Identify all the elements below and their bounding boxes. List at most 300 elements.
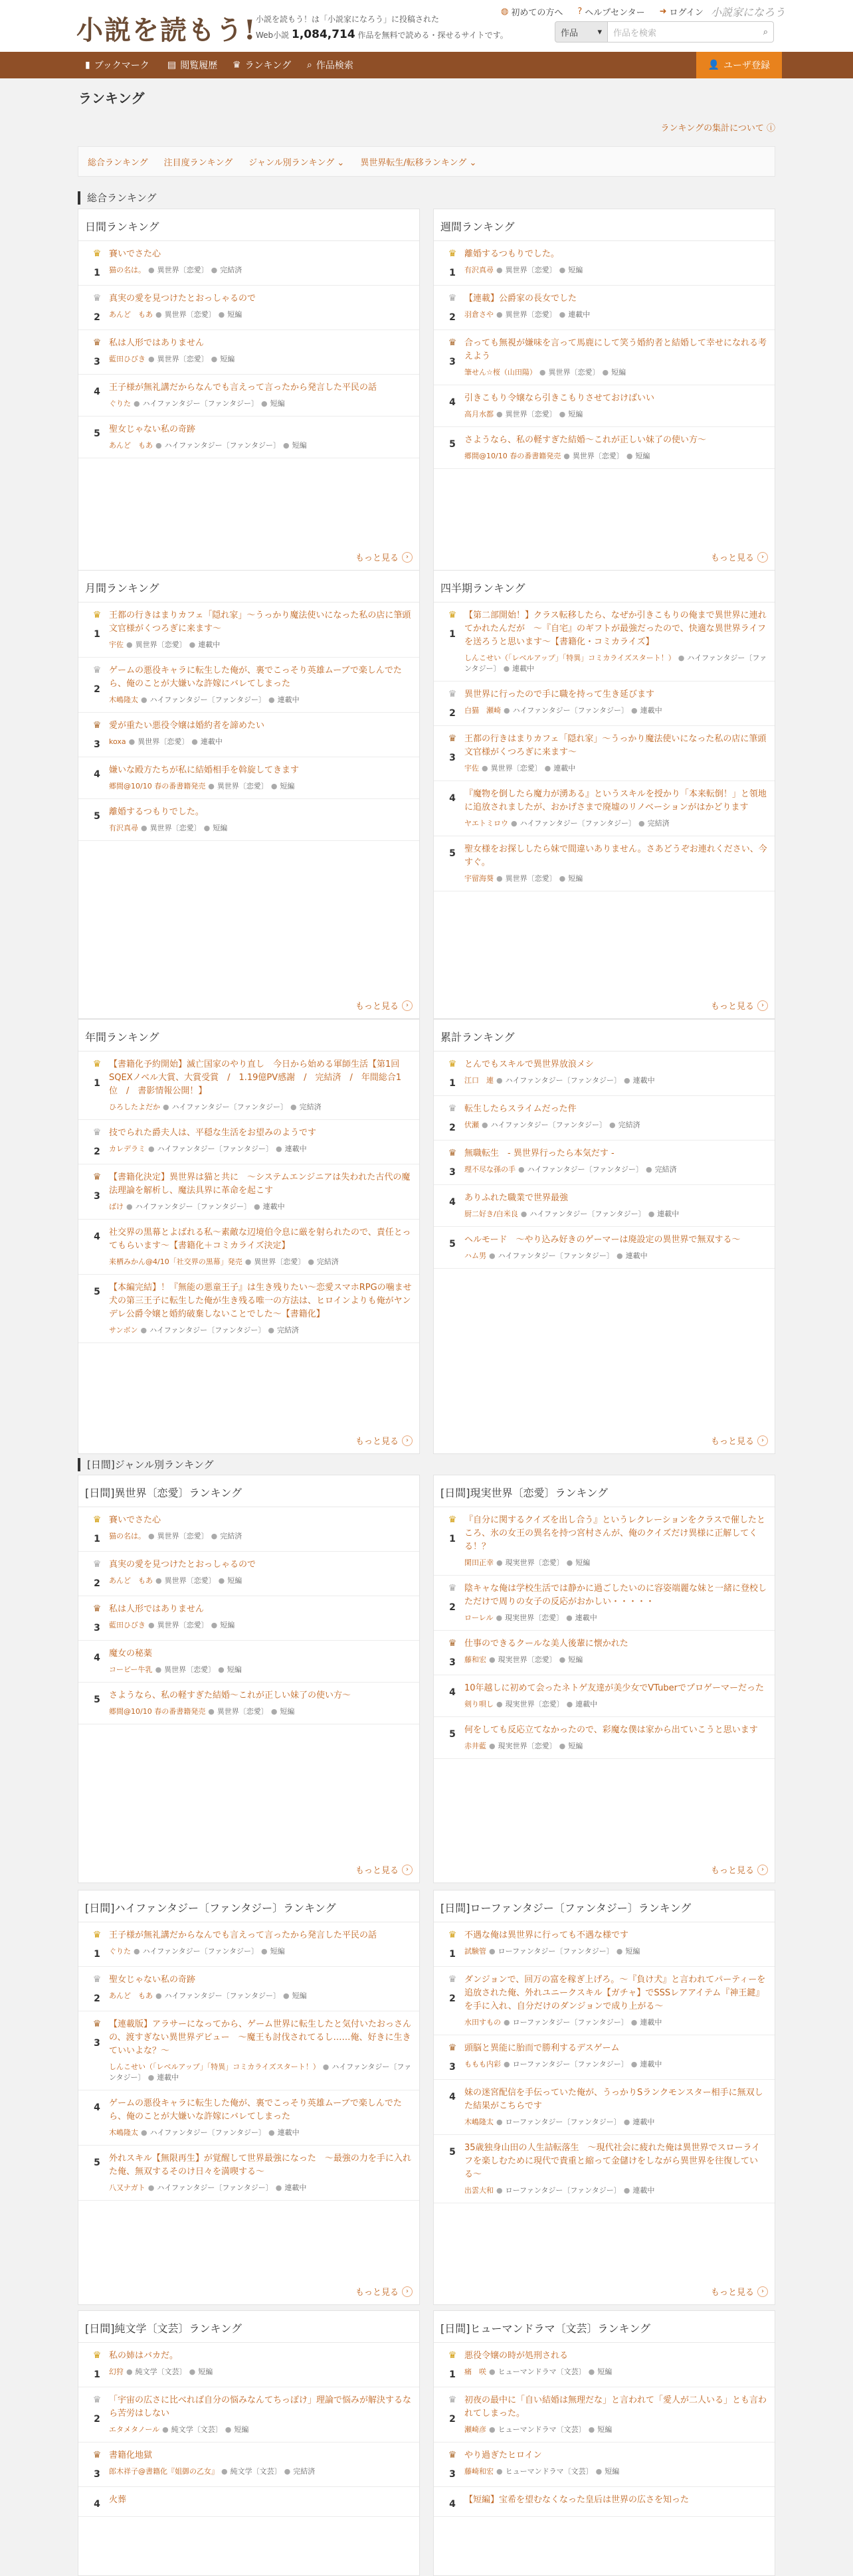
work-title-link[interactable]: ありふれた職業で世界最強: [464, 1193, 569, 1203]
bullet-icon: ●: [566, 1613, 573, 1622]
work-title-link[interactable]: 火葬: [109, 2495, 127, 2505]
genre-label: ハイファンタジー〔ファンタジー〕: [529, 1210, 646, 1218]
rank-number: 5: [449, 2147, 456, 2158]
rank-number: 4: [94, 2499, 100, 2510]
author-link[interactable]: 郷間@10/10 春の番書籍発売: [109, 782, 206, 790]
work-title-link[interactable]: 技でられた爵夫人は、平穏な生活をお望みのようです: [109, 1128, 317, 1138]
rank-number: 3: [449, 1657, 456, 1668]
rank-number: 5: [449, 848, 456, 859]
tab-isekai[interactable]: 異世界転生/転移ランキング ⌄: [360, 157, 477, 168]
ranking-entry: [78, 602, 419, 658]
work-meta: [109, 1665, 413, 1675]
login-icon: ➜: [659, 7, 667, 17]
work-title-link[interactable]: ゲームの悪役キャラに転生した俺が、裏でこっそり英雄ムーブで楽しんでたら、俺のことが大嫌いな許嫁にバレてしまった: [109, 666, 402, 689]
work-title-link[interactable]: 真実の愛を見つけたとおっしゃるので: [109, 294, 256, 304]
crown-icon: ♛: [92, 1127, 102, 1138]
bullet-icon: ●: [559, 310, 566, 319]
work-meta: [109, 1257, 413, 1267]
crown-icon: ♛: [92, 720, 102, 731]
work-title-link[interactable]: 外れスキル【無限再生】が覚醒して世界最強になった 〜最強の力を手に入れた俺、無双するそのけ日々を満喫する〜: [109, 2154, 411, 2177]
work-title-link[interactable]: 【第二部開始！】クラス転移したら、なぜか引きこもりの俺まで異世界に連れてかれたんだが 〜『自宅』のギフトが最強だったので、快適な異世界ライフを送ろうと思います〜【書籍化・コミカライズ】: [464, 610, 767, 647]
crown-icon: ♛: [448, 733, 457, 744]
work-title-link[interactable]: 【連載】公爵家の長女でした: [464, 294, 577, 304]
author-link[interactable]: 藍田ひびき: [109, 1621, 145, 1629]
narou-link[interactable]: 小説家になろう: [711, 6, 786, 19]
rank-number: 4: [94, 387, 100, 397]
author-link[interactable]: ハム男: [464, 1251, 486, 1260]
more-label: もっと見る: [355, 1437, 399, 1447]
bullet-icon: ●: [148, 355, 155, 363]
work-title-link[interactable]: 何をしても反応立てなかったので、彩魔な僕は家から出ていこうと思います: [464, 1725, 758, 1735]
status-label: 完結済: [654, 1165, 677, 1174]
genre-label: ハイファンタジー〔ファンタジー〕: [149, 1326, 266, 1334]
work-title-link[interactable]: 賽いでさた心: [109, 249, 161, 259]
author-link[interactable]: ばけ: [109, 1202, 124, 1211]
work-title-link[interactable]: 異世界に行ったので手に職を持って生き延びます: [464, 690, 655, 699]
status-label: 短編: [227, 310, 242, 319]
ranking-box: [433, 1890, 775, 2305]
work-meta: [109, 354, 413, 365]
work-title-link[interactable]: 陰キャな俺は学校生活では静かに過ごしたいのに容姿端麗な妹と一緒に登校しただけで周りの女子の反応がおかしい・・・・・: [464, 1584, 767, 1607]
work-title-link[interactable]: 無職転生 - 異世界行ったら本気だす -: [464, 1149, 615, 1158]
author-link[interactable]: 猫の名は。: [109, 266, 145, 274]
bullet-icon: ●: [189, 640, 196, 649]
search-icon[interactable]: ⌕: [763, 27, 768, 37]
bullet-icon: ●: [489, 2367, 496, 2376]
bullet-icon: ●: [588, 2367, 595, 2376]
work-title-link[interactable]: 【書籍化決定】異世界は猫と共に 〜システムエンジニアは失われた古代の魔法理論を解析し、魔法具界に革命を起こす: [109, 1172, 411, 1196]
work-title-link[interactable]: 王都の行きはまりカフェ「隠れ家」〜うっかり魔法使いになった私の店に筆頭文官様がくつろぎに来ます〜: [109, 610, 411, 634]
bullet-icon: ●: [126, 640, 133, 649]
work-title-link[interactable]: 真実の愛を見つけたとおっしゃるので: [109, 1560, 256, 1570]
nav-history[interactable]: ▤ 閲覧履歴: [167, 60, 218, 71]
rank-badge: [440, 1637, 464, 1668]
bullet-icon: ●: [496, 2467, 503, 2476]
author-link[interactable]: 来栖みかん@4/10「社交界の黒幕」発売: [109, 1257, 242, 1266]
bullet-icon: ●: [275, 1145, 282, 1153]
rank-number: 2: [449, 708, 456, 719]
rank-badge: [440, 1929, 464, 1960]
work-title-link[interactable]: 書籍化地獄: [109, 2450, 153, 2460]
author-link[interactable]: 藍田ひびき: [109, 355, 145, 363]
bullet-icon: ●: [496, 310, 503, 319]
history-icon: ▤: [167, 60, 177, 70]
ranking-entry: [78, 416, 419, 458]
author-link[interactable]: 八又ナガト: [109, 2183, 145, 2192]
more-link[interactable]: [711, 1434, 768, 1447]
bullet-icon: ●: [559, 1742, 566, 1750]
rank-number: 3: [94, 2469, 100, 2480]
author-link[interactable]: あんど もあ: [109, 310, 153, 319]
rank-badge: [440, 292, 464, 323]
author-link[interactable]: ぐりた: [109, 1947, 131, 1956]
work-title-link[interactable]: 引きこもり令嬢なら引きこもりさせておけばいい: [464, 393, 655, 403]
work-title-link[interactable]: 嫌いな殿方たちが私に結婚相手を斡旋してきます: [109, 765, 300, 775]
work-title-link[interactable]: 【本編完結】！『無能の悪童王子』は生き残りたい〜恋愛スマホRPGの噛ませ犬の第三王子に転生した俺が生き残る唯一の方法は、ヒロインよりも俺がヤンデレ公爵令嬢と婚約破棄しないことでした〜【書籍化】: [109, 1283, 412, 1319]
rank-badge: [440, 1682, 464, 1710]
ranking-entry: [78, 1552, 419, 1596]
work-meta: [464, 2117, 768, 2128]
rank-badge: [85, 2018, 109, 2083]
author-link[interactable]: 伏瀬: [464, 1121, 479, 1129]
bullet-icon: ●: [284, 2467, 291, 2476]
work-meta: [109, 265, 413, 276]
ranking-tabs: [78, 146, 775, 177]
bullet-icon: ●: [489, 1947, 496, 1956]
status-label: 完結済: [299, 1103, 322, 1111]
work-title-link[interactable]: 私は人形ではありません: [109, 1604, 205, 1614]
crown-icon: ♛: [92, 1059, 102, 1069]
bullet-icon: ●: [147, 2183, 155, 2192]
ranking-box-title: 月間ランキング: [78, 571, 419, 602]
header-links: [501, 5, 704, 18]
nav-ranking[interactable]: ♛ ランキング: [233, 60, 292, 71]
status-label: 短編: [220, 355, 235, 363]
work-title-link[interactable]: 仕事のできるクールな美人後輩に懐かれた: [464, 1639, 628, 1649]
ranking-box: [78, 1890, 420, 2305]
ranking-entry: [434, 1675, 775, 1717]
section-genre: [日間]ジャンル別ランキング: [78, 1458, 214, 1471]
work-title-link[interactable]: さようなら、私の軽すぎた結婚〜これが正しい妹了の使い方〜: [464, 435, 707, 445]
bullet-icon: ●: [602, 368, 609, 377]
crown-icon: ♛: [92, 2450, 102, 2460]
more-link[interactable]: [711, 551, 768, 563]
bullet-icon: ●: [208, 782, 215, 790]
genre-label: ローファンタジー〔ファンタジー〕: [512, 2060, 628, 2069]
crown-icon: ♛: [92, 1172, 102, 1182]
genre-label: ハイファンタジー〔ファンタジー〕: [149, 2128, 266, 2137]
work-title-link[interactable]: 聖女じゃない私の奇跡: [109, 1975, 196, 1985]
work-meta: [109, 2425, 413, 2435]
work-title-link[interactable]: 【書籍化予約開始】滅亡国家のやり直し 今日から始める軍師生活【第1回SQEXノベル大賞、大賞受賞 / 1.19億PV感謝 / 完結済 / 年間総合1位 / 書影情報公開！】: [109, 1059, 402, 1096]
rank-badge: [440, 2042, 464, 2072]
work-title-link[interactable]: 不遇な俺は異世界に行っても不遇な様です: [464, 1930, 629, 1940]
author-link[interactable]: 猫の名は。: [109, 1532, 145, 1540]
work-title-link[interactable]: とんでもスキルで異世界放浪メシ: [464, 1059, 594, 1069]
author-link[interactable]: 郷間@10/10 春の番書籍発売: [464, 452, 561, 460]
author-link[interactable]: 宇留海葵: [464, 874, 494, 883]
genre-label: ハイファンタジー〔ファンタジー〕: [135, 1202, 251, 1211]
bullet-icon: ●: [559, 410, 566, 418]
bullet-icon: ●: [504, 2018, 510, 2027]
crown-icon: ♛: [448, 337, 457, 348]
work-title-link[interactable]: やり過ぎたヒロイン: [464, 2450, 542, 2460]
rank-badge: [440, 1974, 464, 2028]
author-link[interactable]: エタメタノール: [109, 2425, 160, 2434]
genre-label: ハイファンタジー〔ファンタジー〕: [171, 1103, 288, 1111]
author-link[interactable]: 赤井藍: [464, 1742, 486, 1750]
author-link[interactable]: ひろしたよだか: [109, 1103, 160, 1111]
genre-label: ハイファンタジー〔ファンタジー〕: [498, 1251, 614, 1260]
author-link[interactable]: 白猫 瀬崎: [464, 706, 501, 715]
work-title-link[interactable]: 35歳独身山田の人生詰転落生 〜現代社会に疲れた俺は異世界でスローライフを楽しむために現代で貴重と縮って金儲けをしながら異世界を往復している〜: [464, 2143, 761, 2179]
author-link[interactable]: ももも内彩: [464, 2060, 501, 2069]
work-title-link[interactable]: 離婚するつもりでした。: [109, 807, 204, 817]
genre-label: ハイファンタジー〔ファンタジー〕: [505, 1076, 621, 1085]
crown-icon: ♛: [92, 1974, 102, 1985]
work-title-link[interactable]: 私は人形ではありません: [109, 338, 205, 348]
rank-badge: [85, 1929, 109, 1960]
author-link[interactable]: 高月水都: [464, 410, 494, 418]
author-link[interactable]: カレデラミ: [109, 1145, 145, 1153]
work-title-link[interactable]: 【連載版】アラサーになってから、ゲーム世界に転生したと気付いたおっさんの、渡すぎない異世界デビュー 〜魔王も討伐されてるし……俺、好きに生きていいよな？〜: [109, 2019, 412, 2056]
author-link[interactable]: 瀬崎彦: [464, 2425, 486, 2434]
ranking-box: [78, 570, 420, 1019]
work-title-link[interactable]: 王都の行きはまりカフェ「隠れ家」〜うっかり魔法使いになった私の店に筆頭文官様がくつろぎに来ます〜: [464, 734, 767, 757]
author-link[interactable]: 剣り唄し: [464, 1700, 494, 1708]
work-title-link[interactable]: 『自分に関するクイズを出し合う』というレクレーションをクラスで催したところ、氷の女王の異名を持つ宮村さんが、俺のクイズだけ異様に正解してくる！？: [464, 1515, 766, 1552]
bullet-icon: ●: [588, 2425, 595, 2434]
author-link[interactable]: ぐりた: [109, 399, 131, 408]
author-link[interactable]: 試験管: [464, 1947, 486, 1956]
author-link[interactable]: あんど もあ: [109, 441, 153, 450]
work-title-link[interactable]: 離婚するつもりでした。: [464, 249, 559, 259]
author-link[interactable]: 江口 連: [464, 1076, 494, 1085]
bullet-icon: ●: [218, 1665, 225, 1674]
bullet-icon: ●: [563, 452, 570, 460]
ranking-entry: [434, 1576, 775, 1631]
crown-icon: ♛: [92, 1604, 102, 1614]
work-meta: [109, 1531, 413, 1542]
genre-label: ハイファンタジー〔ファンタジー〕: [520, 819, 636, 828]
help-link[interactable]: ? ヘルプセンター: [577, 7, 645, 18]
author-link[interactable]: 閑田正幸: [464, 1558, 494, 1567]
rank-number: 1: [449, 1534, 456, 1544]
author-link[interactable]: 郎木祥子@書籍化『姐御の乙女』: [109, 2467, 219, 2476]
bullet-icon: ●: [616, 1251, 623, 1260]
author-link[interactable]: 出雲大和: [464, 2186, 494, 2195]
author-link[interactable]: 幻狩: [109, 2367, 124, 2376]
work-title-link[interactable]: さようなら、私の軽すぎた結婚〜これが正しい妹了の使い方〜: [109, 1691, 351, 1701]
site-logo[interactable]: 小説を読もう!: [76, 15, 257, 46]
crown-icon: ♛: [448, 1148, 457, 1158]
more-link[interactable]: [711, 1863, 768, 1876]
work-title-link[interactable]: 10年越しに初めて会ったネトゲ友達が美少女でVTuberでプロゲーマーだった: [464, 1683, 764, 1693]
ranking-entry: [78, 1596, 419, 1641]
nav-bookmark[interactable]: ▮ ブックマーク: [85, 60, 149, 71]
rank-number: 4: [449, 793, 456, 804]
bullet-icon: ●: [282, 441, 290, 450]
genre-label: 異世界〔恋愛〕: [217, 782, 268, 790]
crown-icon: ♛: [448, 1515, 457, 1525]
work-title-link[interactable]: ゲームの悪役キャラに転生した俺が、裏でこっそり英雄ムーブで楽しんでたら、俺のことが大嫌いな許嫁にバレてしまった: [109, 2098, 402, 2122]
work-title-link[interactable]: 聖女じゃない私の奇跡: [109, 424, 196, 434]
status-label: 完結済: [618, 1121, 640, 1129]
rank-badge: [85, 664, 109, 705]
ranking-entry: [434, 1631, 775, 1675]
work-meta: [464, 2059, 768, 2070]
work-title-link[interactable]: 【短編】宝希を望むなくなった皇后は世界の広さを知った: [464, 2495, 690, 2505]
rank-number: 5: [94, 428, 100, 439]
more-link[interactable]: [355, 999, 413, 1012]
bullet-icon: ●: [134, 1947, 140, 1956]
genre-label: 異世界〔恋愛〕: [164, 1665, 216, 1674]
status-label: 短編: [568, 1655, 583, 1664]
rank-badge: [85, 1974, 109, 2004]
crown-icon: ♛: [448, 1974, 457, 1985]
rank-badge: [440, 1724, 464, 1752]
tab-genre[interactable]: ジャンル別ランキング ⌄: [248, 157, 345, 168]
author-link[interactable]: 藤崎和宏: [464, 2467, 494, 2476]
work-title-link[interactable]: 合っても無視が嫌味を言って馬鹿にして笑う婚約者と結婚して幸せになれる考えよう: [464, 338, 767, 361]
rank-number: 2: [449, 1123, 456, 1133]
work-title-link[interactable]: 社交界の黒幕とよばれる私〜素敵な辺境伯令息に厳を射られたので、責任とってもらいます〜【書籍化＋コミカライズ決定】: [109, 1228, 411, 1251]
ranking-entry: [78, 2487, 419, 2517]
rank-number: 3: [94, 357, 100, 367]
author-link[interactable]: しんこせい（「レベルアップ」「特異」コミカライズスタート！）: [109, 2063, 320, 2071]
search-type-select[interactable]: 作品 ▾: [555, 21, 608, 43]
author-link[interactable]: 筆せん☆桜（山田陽）: [464, 368, 537, 377]
status-label: 短編: [227, 1665, 242, 1674]
more-link[interactable]: [355, 2285, 413, 2298]
author-link[interactable]: 宇佐: [109, 640, 124, 649]
bullet-icon: ●: [163, 1103, 169, 1111]
status-label: 短編: [270, 399, 285, 408]
more-link[interactable]: [355, 551, 413, 563]
work-title-link[interactable]: 魔女の秘薬: [109, 1649, 153, 1659]
bullet-icon: ●: [496, 410, 503, 418]
ranking-box-title: 四半期ランキング: [434, 571, 775, 602]
ranking-box-title: 日間ランキング: [78, 209, 419, 241]
rank-badge: [85, 719, 109, 750]
author-link[interactable]: 水田すもの: [464, 2018, 501, 2027]
author-link[interactable]: サンボン: [109, 1326, 138, 1334]
rank-number: 5: [449, 1729, 456, 1740]
work-meta: [109, 1946, 413, 1957]
author-link[interactable]: 木嶋隆太: [109, 2128, 138, 2137]
author-link[interactable]: 木嶋隆太: [464, 2118, 494, 2126]
chevron-right-icon: ›: [402, 1865, 413, 1875]
more-link[interactable]: [711, 999, 768, 1012]
author-link[interactable]: 有沢真尋: [109, 824, 138, 832]
author-link[interactable]: koxa: [109, 737, 126, 746]
beginner-link[interactable]: ◍ 初めての方へ: [501, 7, 563, 18]
bullet-icon: ●: [155, 1576, 162, 1585]
author-link[interactable]: 厨二好き/白米良: [464, 1210, 518, 1218]
more-label: もっと見る: [355, 553, 399, 563]
rank-badge: [440, 843, 464, 884]
bullet-icon: ●: [282, 1991, 290, 2000]
work-title-link[interactable]: ダンジョンで、回万の富を稼ぎ上げろ。〜『負け犬』と言われてパーティーを追放された俺、外れユニークスキル【ガチャ】でSSSレアアイテム『神王鍵』を手に入れ、自分だけのダンジョンで成り上がる〜: [464, 1975, 766, 2011]
work-title-link[interactable]: 頭脳と異能に胎而で勝利するデスゲーム: [464, 2043, 620, 2053]
genre-label: ハイファンタジー〔ファンタジー〕: [164, 1991, 280, 2000]
nav-search[interactable]: ⌕ 作品検索: [307, 60, 353, 71]
more-link[interactable]: [711, 2285, 768, 2298]
genre-label: 異世界〔恋愛〕: [505, 410, 557, 418]
search-input[interactable]: 作品を検索 ⌕: [608, 21, 774, 43]
crown-icon: ♛: [92, 1930, 102, 1940]
author-link[interactable]: 痛 咲: [464, 2367, 486, 2376]
author-link[interactable]: ヤエトミロウ: [464, 819, 508, 828]
crown-icon: ♛: [448, 1103, 457, 1114]
rank-badge: [440, 2494, 464, 2510]
work-meta: [464, 2466, 768, 2477]
work-meta: [464, 705, 768, 716]
rank-number: 1: [94, 268, 100, 278]
author-link[interactable]: 藤和宏: [464, 1655, 486, 1664]
author-link[interactable]: 有沢真尋: [464, 266, 494, 274]
work-title-link[interactable]: 初夜の最中に「自い結婚は無理だな」と言われて「愛人が二人いる」とも言われてしまった。: [464, 2395, 767, 2419]
ranking-entry: [434, 2080, 775, 2135]
genre-label: ハイファンタジー〔ファンタジー〕: [157, 2183, 273, 2192]
genre-label: 異世界〔恋愛〕: [135, 640, 187, 649]
info-icon: ⓘ: [766, 124, 775, 134]
work-title-link[interactable]: 愛が重たい悪役令嬢は婚約者を諦めたい: [109, 721, 265, 731]
more-label: もっと見る: [710, 553, 754, 563]
more-link[interactable]: [355, 1863, 413, 1876]
register-button[interactable]: 👤 ユーザ登録: [696, 52, 782, 78]
rank-badge: [85, 1647, 109, 1675]
rank-number: 3: [449, 753, 456, 763]
work-title-link[interactable]: 聖女様をお探ししたら妹で間違いありません。さあどうぞお連れください、今すぐ。: [464, 844, 767, 868]
tagline: 小説を読もう！は「小説家になろう」に投稿された: [256, 15, 440, 24]
ranking-entry: [434, 2487, 775, 2517]
crown-icon: ♛: [448, 1059, 457, 1069]
author-link[interactable]: 木嶋隆太: [109, 695, 138, 704]
author-link[interactable]: しんこせい（「レベルアップ」「特異」コミカライズスタート！）: [464, 654, 676, 662]
work-title-link[interactable]: ヘルモード 〜やり込み好きのゲーマーは廃設定の異世界で無双する〜: [464, 1235, 741, 1245]
work-title-link[interactable]: 私の姉はバカだ。: [109, 2351, 179, 2361]
author-link[interactable]: 郷間@10/10 春の番書籍発売: [109, 1707, 206, 1716]
crown-icon: ♛: [448, 248, 457, 259]
status-label: 連載中: [200, 737, 223, 746]
ranking-box: [78, 209, 420, 571]
bullet-icon: ●: [218, 310, 225, 319]
bullet-icon: ●: [566, 1700, 573, 1708]
author-link[interactable]: 羽倉さや: [464, 310, 494, 319]
ranking-entry: [434, 1717, 775, 1759]
author-link[interactable]: ローレル: [464, 1613, 494, 1622]
author-link[interactable]: あんど もあ: [109, 1576, 153, 1585]
bullet-icon: ●: [162, 2425, 169, 2434]
author-link[interactable]: 宇佐: [464, 764, 479, 773]
work-meta: [464, 1075, 768, 1086]
work-title-link[interactable]: 妹の迷宮配信を手伝っていた俺が、うっかりSランクモンスター相手に無双した結果がこちらです: [464, 2088, 763, 2111]
tab-overall[interactable]: 総合ランキング: [88, 157, 148, 168]
work-title-link[interactable]: 悪役令嬢の時が処刑される: [464, 2351, 569, 2361]
genre-label: 異世界〔恋愛〕: [138, 737, 189, 746]
work-title-link[interactable]: 「宇宙の広さに比べれば自分の悩みなんてちっぽけ」理論で悩みが解決するなら苦労はしない: [109, 2395, 412, 2419]
tab-attention[interactable]: 注目度ランキング: [163, 157, 233, 168]
more-link[interactable]: [355, 1434, 413, 1447]
work-meta: [464, 451, 768, 462]
bullet-icon: ●: [489, 1742, 496, 1750]
rank-number: 5: [449, 439, 456, 450]
work-title-link[interactable]: 『魔物を倒したら魔力が湧ある』というスキルを授かり「本来転倒！」と領地に追放されましたが、おかげさまで廃墟のリノベーションがはかどります: [464, 789, 767, 812]
author-link[interactable]: コービー牛乳: [109, 1665, 153, 1674]
rank-badge: [85, 292, 109, 323]
bullet-icon: ●: [140, 1326, 147, 1334]
rank-badge: [440, 2142, 464, 2196]
ranking-box-title: [日間]ハイファンタジー〔ファンタジー〕ランキング: [78, 1890, 419, 1922]
rank-badge: [440, 1514, 464, 1568]
login-link[interactable]: ➜ ログイン: [659, 7, 704, 18]
chevron-right-icon: ›: [757, 1865, 768, 1875]
work-title-link[interactable]: 転生したらスライムだった件: [464, 1104, 577, 1114]
crown-icon: ♛: [92, 248, 102, 259]
genre-label: ハイファンタジー〔ファンタジー〕: [490, 1121, 607, 1129]
rank-number: 5: [94, 2158, 100, 2168]
rank-number: 4: [449, 2092, 456, 2102]
work-title-link[interactable]: 王子様が無礼講だからなんでも言えって言ったから発言した平民の話: [109, 1930, 377, 1940]
author-link[interactable]: あんど もあ: [109, 1991, 153, 2000]
work-title-link[interactable]: 賽いでさた心: [109, 1515, 161, 1525]
about-ranking-link[interactable]: ランキングの集計について ⓘ: [660, 124, 775, 134]
author-link[interactable]: 理不尽な孫の手: [464, 1165, 516, 1174]
work-title-link[interactable]: 王子様が無礼講だからなんでも言えって言ったから発言した平民の話: [109, 383, 377, 393]
work-meta: [109, 2466, 413, 2477]
rank-number: 1: [94, 629, 100, 640]
